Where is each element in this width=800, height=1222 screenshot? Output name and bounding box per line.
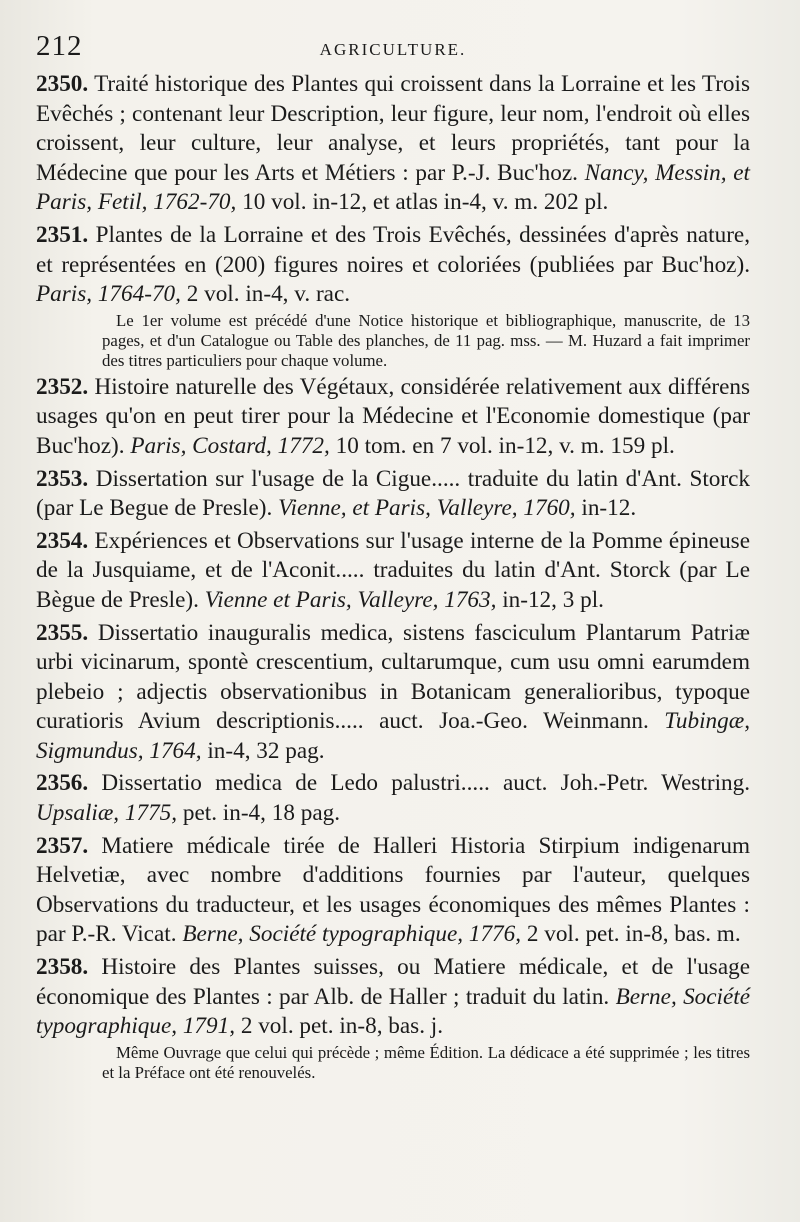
entry-tail: in-4, 32 pag.: [207, 737, 325, 764]
entry-2353: [36, 465, 750, 524]
entry-imprint: Berne, Société typographique, 1791,: [36, 983, 751, 1040]
entry-tail: 10 vol. in-12, et atlas in-4, v. m. 202 pl.: [242, 189, 609, 216]
entry-2354: [36, 527, 750, 616]
entry-number: 2356.: [36, 770, 89, 797]
entry-number: 2357.: [36, 832, 89, 859]
entry-2352: [36, 373, 750, 462]
entry-tail: 2 vol. pet. in-8, bas. j.: [240, 1013, 444, 1040]
entry-tail: in-12, 3 pl.: [502, 586, 604, 613]
entry-number: 2351.: [36, 221, 89, 248]
entry-text: Matiere médicale tirée de Halleri Historia Stirpium indigenarum Helvetiæ, avec nombre d'additions fournies par l'auteur, quelques Observations du traducteur, et les usages économiques des mêmes Plantes : par P.-R. Vicat.: [36, 832, 751, 948]
entry-number: 2354.: [36, 527, 89, 554]
entry-number: 2350.: [36, 71, 89, 97]
running-title: AGRICULTURE.: [319, 40, 467, 59]
running-head: [36, 30, 750, 70]
entry-2358: [36, 953, 750, 1042]
entry-imprint: Paris, 1764-70,: [36, 281, 181, 308]
entry-tail: 10 tom. en 7 vol. in-12, v. m. 159 pl.: [335, 432, 675, 459]
entry-text: Traité historique des Plantes qui croissent dans la Lorraine et les Trois Evêchés ; contenant leur Description, leur figure, leur nom, l'endroit où elles croissent, leur culture, leur analyse, et leurs propriétés, tant pour la Médecine que pour les Arts et Métiers : par P.-J. Buc'hoz.: [36, 71, 750, 186]
entry-tail: 2 vol. pet. in-8, bas. m.: [526, 921, 741, 948]
entry-number: 2358.: [36, 954, 89, 981]
entry-tail: 2 vol. in-4, v. rac.: [186, 281, 351, 308]
entry-number: 2355.: [36, 619, 89, 646]
entry-text: Dissertation sur l'usage de la Cigue..... traduite du latin d'Ant. Storck (par Le Begue de Presle).: [36, 465, 751, 522]
entry-2357: [36, 832, 750, 950]
entry-imprint: Nancy, Messin, et Paris, Fetil, 1762-70,: [36, 159, 751, 216]
entry-2350: [36, 70, 750, 218]
note-2358: Même Ouvrage que celui qui précède ; même Édition. La dédicace a été supprimée ; les titres et la Préface ont été renouvelés.: [102, 1042, 750, 1082]
entry-imprint: Upsaliæ, 1775,: [36, 800, 178, 827]
entry-2355: [36, 619, 750, 767]
entry-imprint: Paris, Costard, 1772,: [130, 432, 330, 459]
entry-imprint: Vienne et Paris, Valleyre, 1763,: [204, 586, 497, 613]
entry-tail: in-12.: [581, 495, 637, 522]
entry-text: Histoire naturelle des Végétaux, considérée relativement aux différens usages qu'on en peut tirer pour la Médecine et l'Economie domestique (par Buc'hoz).: [36, 373, 750, 459]
entry-imprint: Tubingæ, Sigmundus, 1764,: [36, 708, 750, 764]
entry-2351: [36, 221, 750, 310]
entry-text: Dissertatio inauguralis medica, sistens fasciculum Plantarum Patriæ urbi vicinarum, spontè crescentium, cultarumque, cum usu omni earumdem plebeio ; adjectis observationibus in Botanicam generalioribus, typoque curatioris Avium descriptionis..... auct. Joa.-Geo. Weinmann.: [36, 619, 751, 735]
entry-text: Plantes de la Lorraine et des Trois Evêchés, dessinées d'après nature, et représentées en (200) figures noires et coloriées (publiées par Buc'hoz).: [36, 221, 751, 278]
entry-imprint: Berne, Société typographique, 1776,: [182, 921, 522, 948]
entry-text: Histoire des Plantes suisses, ou Matiere médicale, et de l'usage économique des Plantes : par Alb. de Haller ; traduit du latin.: [36, 954, 750, 1010]
entry-tail: pet. in-4, 18 pag.: [182, 800, 341, 827]
entry-text: Expériences et Observations sur l'usage interne de la Pomme épineuse de la Jusquiame, et de l'Aconit..... traduites du latin d'Ant. Storck (par Le Bègue de Presle).: [36, 527, 751, 613]
entry-number: 2353.: [36, 465, 89, 492]
entry-imprint: Vienne, et Paris, Valleyre, 1760,: [278, 495, 576, 522]
entry-text: Dissertatio medica de Ledo palustri..... auct. Joh.-Petr. Westring.: [101, 770, 751, 797]
note-2351: Le 1er volume est précédé d'une Notice historique et bibliographique, manuscrite, de 13 pages, et d'un Catalogue ou Table des planches, de 11 pag. mss. — M. Huzard a fait imprimer des titres particuliers pour chaque volume.: [102, 310, 750, 370]
page-number: 212: [36, 30, 83, 62]
entry-2356: [36, 769, 750, 828]
entry-number: 2352.: [36, 373, 89, 400]
